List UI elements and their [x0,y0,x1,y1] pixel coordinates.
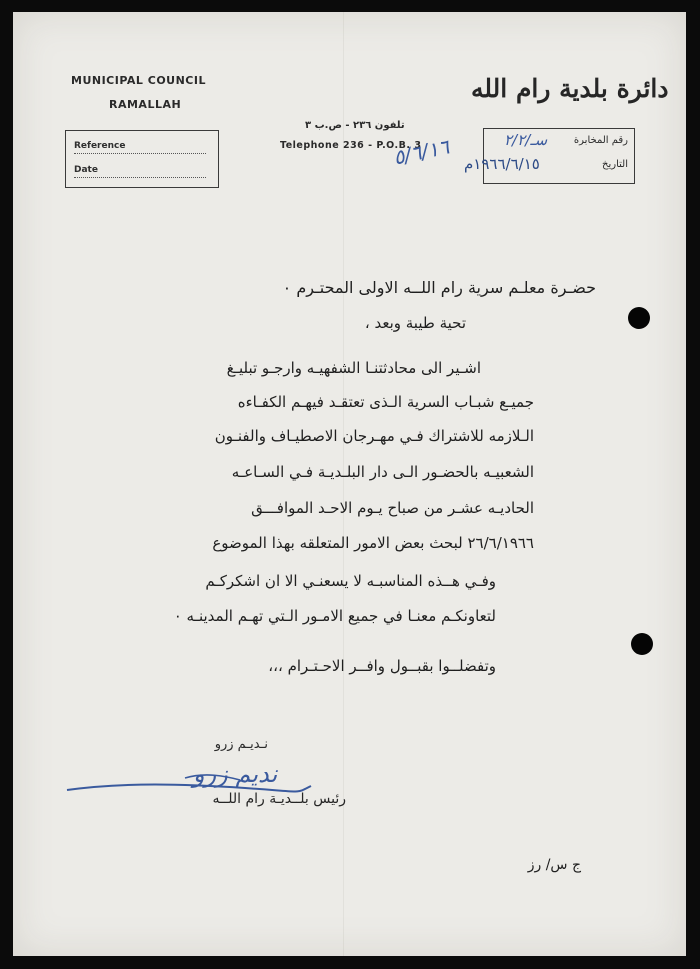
body-line: جميـع شبـاب السرية الـذى تعتقـد فيهـم الكفـاءه [237,393,534,411]
greeting: تحية طيبة وبعد ، [364,314,466,332]
punch-hole-top [628,307,650,329]
code-ref-label: رقم المخابرة [573,135,628,146]
code-date-value: ١٩٦٦/٦/١٥م [464,155,540,173]
reference-box [65,130,219,188]
body-line: اشـير الى محادثتنـا الشفهيـه وارجـو تبليـغ [226,359,481,377]
council-name-en: MUNICIPAL COUNCIL [71,74,206,87]
footer-initials: ج س/ رز [527,857,581,873]
addressee: حضـرة معلـم سرية رام اللــه الاولى المحتـرم ٠ [282,278,596,297]
phone-ar: تلفون ٢٣٦ - ص.ب ٣ [305,120,405,131]
reference-date-box [464,128,635,184]
letter-paper [13,12,686,956]
council-city-en: RAMALLAH [109,98,182,111]
body-line: ٢٦/٦/١٩٦٦ لبحث بعض الامور المتعلقه بهذا الموضوع [212,534,534,552]
date-row [74,163,206,178]
body-line: الـلازمه للاشتراك فـي مهـرجان الاصطيـاف والفنـون [214,427,534,445]
body-line: الحاديـه عشـر من صباح يـوم الاحـد الموافـــق [251,499,534,517]
date-label: Date [74,165,98,175]
punch-hole-bottom [631,633,653,655]
phone-en: Telephone 236 - P.O.B. 3 [280,140,422,151]
reference-row [74,139,206,154]
municipality-logo-ar: دائرة بلدية رام الله [471,74,669,103]
body-line: الشعبيـه بالحضـور الـى دار البلـديـة فـي السـاعـه [231,463,534,481]
signature-name: نـديـم زرو [214,737,268,752]
signature-title: رئيس بلــديـة رام اللــه [212,791,346,807]
reference-label: Reference [74,141,126,151]
code-date-label: التاريخ [602,159,628,170]
closing: وتفضلــوا بقبــول وافــر الاحـتـرام ،،، [268,657,496,675]
body-line: وفـي هــذه المناسبـه لا يسعنـي الا ان اشكركـم [205,572,496,590]
code-ref-value: سـ/٢/٢ [504,131,548,149]
paper-fold [343,12,344,956]
handwritten-ref: ٥/٦/١٦ [391,134,452,170]
signature-scrawl: نديم زرو [193,760,278,788]
body-line: لتعاونكـم معنـا في جميع الامـور الـتي تهـم المدينـه ٠ [173,607,496,625]
